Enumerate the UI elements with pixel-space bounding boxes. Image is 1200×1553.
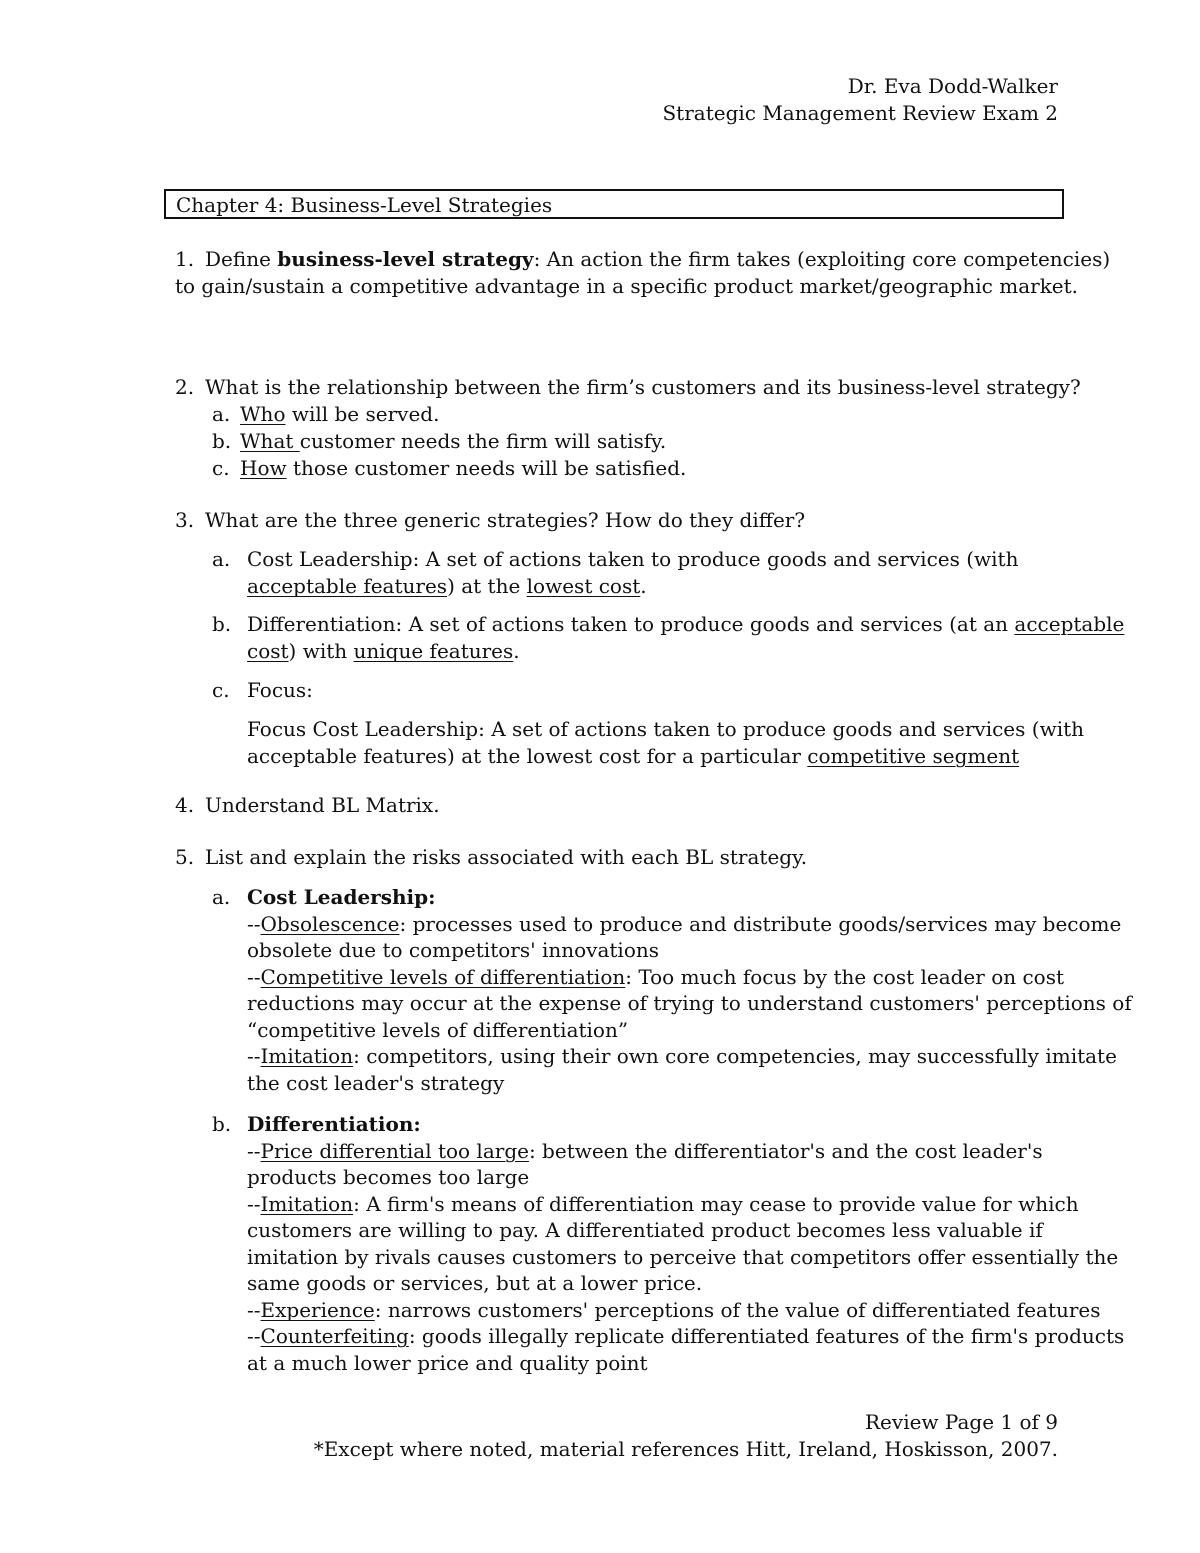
q1-line1: Define business-level strategy: An action the firm takes (exploiting core competencies) (205, 247, 1111, 271)
q2-text: What is the relationship between the firm’s customers and its business-level strategy? (205, 375, 1081, 399)
q2-item-c-letter: c. (212, 456, 230, 480)
q2-number: 2. (175, 375, 195, 399)
q1-number: 1. (175, 247, 195, 271)
q5-b-block (247, 1111, 1125, 1376)
q2-item-a-letter: a. (212, 402, 231, 426)
q5-a-block (247, 884, 1132, 1096)
q3-a-letter: a. (212, 547, 231, 571)
q5-a-line: --Competitive levels of differentiation: Too much focus by the cost leader on cost (247, 964, 1065, 989)
q5-b-title: Differentiation: (247, 1112, 421, 1136)
q5-a-line: reductions may occur at the expense of trying to understand customers' perceptions of (247, 991, 1132, 1015)
q3-number: 3. (175, 508, 195, 532)
q4-text: Understand BL Matrix. (205, 793, 440, 817)
q3-a: Cost Leadership: A set of actions taken to produce goods and services (with acceptable features) at the lowest cost. (247, 547, 1019, 598)
q1-term: business-level strategy (277, 247, 534, 271)
q5-b-letter: b. (212, 1112, 232, 1136)
footer-page-number: Review Page 1 of 9 (865, 1410, 1058, 1434)
q3-b: Differentiation: A set of actions taken to produce goods and services (at an acceptable cost) with unique features. (247, 612, 1125, 663)
q2-item-a: Who will be served. (240, 402, 440, 426)
chapter-title: Chapter 4: Business-Level Strategies (176, 193, 553, 217)
q5-b-line: products becomes too large (247, 1165, 530, 1189)
q3-c-text: Focus Cost Leadership: A set of actions taken to produce goods and services (with acceptable features) at the lowest cost for a particular competitive segment (247, 717, 1085, 768)
q5-b-line: --Price differential too large: between the differentiator's and the cost leader's (247, 1138, 1043, 1163)
q5-b-line: --Counterfeiting: goods illegally replicate differentiated features of the firm's products (247, 1324, 1125, 1348)
header-course: Strategic Management Review Exam 2 (662, 101, 1058, 125)
q2-item-b-letter: b. (212, 429, 232, 453)
q5-b-line: imitation by rivals causes customers to perceive that competitors offer essentially the (247, 1244, 1119, 1269)
q5-b-line: customers are willing to pay. A differentiated product becomes less valuable if (247, 1218, 1043, 1242)
q5-a-title: Cost Leadership: (247, 885, 436, 909)
q5-b-line: same goods or services, but at a lower price. (247, 1271, 703, 1295)
q5-text: List and explain the risks associated with each BL strategy. (205, 845, 808, 869)
q5-a-line: obsolete due to competitors' innovations (247, 938, 660, 962)
q5-a-letter: a. (212, 885, 231, 909)
q5-a-line: --Obsolescence: processes used to produce and distribute goods/services may become (247, 911, 1122, 936)
q5-a-line: the cost leader's strategy (247, 1070, 505, 1095)
q5-number: 5. (175, 845, 195, 869)
q1-line2: to gain/sustain a competitive advantage in a specific product market/geographic market. (175, 274, 1079, 298)
q5-a-line: “competitive levels of differentiation” (247, 1017, 629, 1042)
q5-b-line: at a much lower price and quality point (247, 1350, 648, 1375)
header-author: Dr. Eva Dodd-Walker (847, 74, 1058, 98)
q2-item-c: How those customer needs will be satisfied. (240, 456, 687, 480)
chapter-title-box (164, 189, 1064, 219)
q5-a-line: --Imitation: competitors, using their own core competencies, may successfully imitate (247, 1044, 1117, 1068)
q5-b-line: --Imitation: A firm's means of differentiation may cease to provide value for which (247, 1191, 1079, 1216)
q2-item-b: What customer needs the firm will satisfy. (240, 429, 667, 453)
q3-c-label: Focus: (247, 678, 313, 702)
q4-number: 4. (175, 793, 195, 817)
q3-b-letter: b. (212, 612, 232, 636)
q5-b-line: --Experience: narrows customers' perceptions of the value of differentiated features (247, 1297, 1101, 1322)
q3-text: What are the three generic strategies? How do they differ? (205, 508, 806, 532)
footer-note: *Except where noted, material references Hitt, Ireland, Hoskisson, 2007. (313, 1437, 1058, 1461)
q3-c-letter: c. (212, 678, 230, 702)
